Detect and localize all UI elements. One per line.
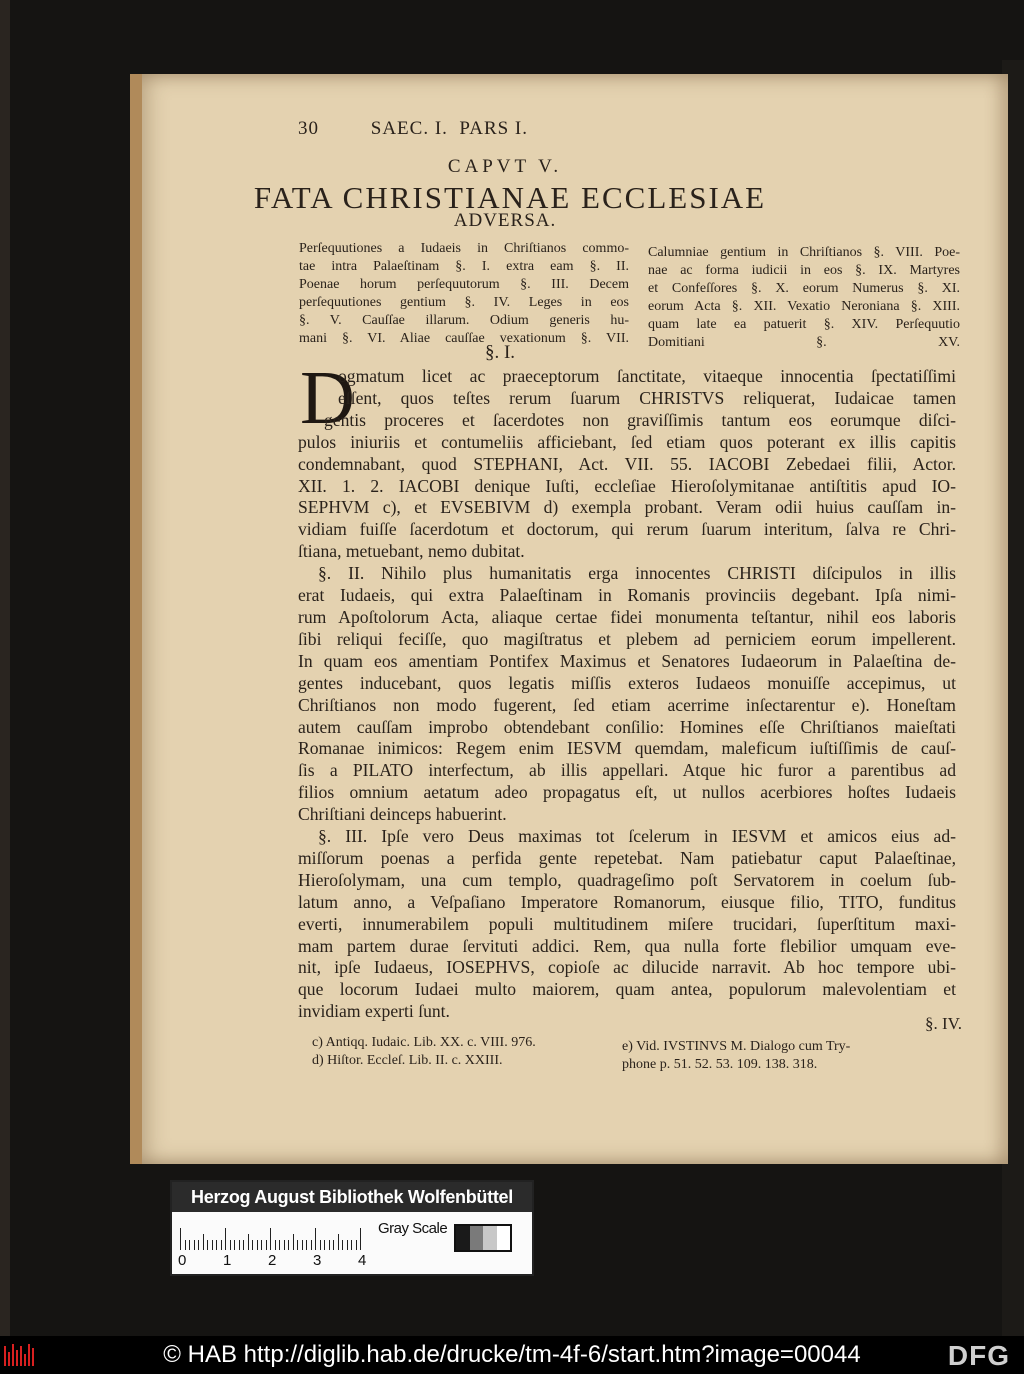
ruler-tick xyxy=(185,1240,186,1250)
ruler-tick xyxy=(306,1240,307,1250)
ruler-tick xyxy=(284,1240,285,1250)
text-line: Romanae inimicos: Regem enim IESVM quemdam, maleficum iuſtiſſimis de cauſ- xyxy=(298,738,956,759)
ruler-number: 3 xyxy=(313,1252,322,1269)
summary-line: perſequutiones gentium §. IV. Leges in eos xyxy=(299,295,629,310)
ruler-tick xyxy=(248,1234,249,1250)
footnote: c) Antiqq. Iudaic. Lib. XX. c. VIII. 976. xyxy=(312,1035,536,1050)
ruler xyxy=(180,1220,370,1250)
ruler-tick xyxy=(212,1240,213,1250)
text-line: ſibi reliqui feciſſe, quo magiſtratus et plebem ad perniciem eorum impellerent. xyxy=(298,628,956,649)
ruler-tick xyxy=(329,1240,330,1250)
ruler-tick xyxy=(180,1228,181,1250)
ruler-tick xyxy=(351,1240,352,1250)
ruler-tick xyxy=(333,1240,334,1250)
text-line: everti, innumerabilem populi multitudinem miſere trucidari, ſuperſtitum maxi- xyxy=(298,913,956,934)
ruler-tick xyxy=(288,1240,289,1250)
ruler-tick xyxy=(234,1240,235,1250)
summary-line: et Confeſſores §. X. eorum Numerus §. XI. xyxy=(648,281,960,296)
ruler-tick xyxy=(189,1240,190,1250)
ruler-tick xyxy=(252,1240,253,1250)
ruler-tick xyxy=(221,1240,222,1250)
chapter-label: CAPVT V. xyxy=(447,156,563,177)
footnote: e) Vid. IVSTINVS M. Dialogo cum Try- xyxy=(622,1039,851,1054)
ruler-tick xyxy=(293,1234,294,1250)
section-heading: §. I. xyxy=(484,342,516,363)
ruler-tick xyxy=(356,1240,357,1250)
summary-line: §. V. Cauſſae illarum. Odium generis hu- xyxy=(299,313,629,328)
ruler-tick xyxy=(225,1228,226,1250)
ruler-tick xyxy=(360,1228,361,1250)
summary-line: eorum Acta §. XII. Vexatio Neroniana §. XIII. xyxy=(648,299,960,314)
chapter-title: FATA CHRISTIANAE ECCLESIAE xyxy=(253,180,767,215)
summary-left xyxy=(299,240,629,348)
footer-bar xyxy=(0,1336,1024,1374)
ruler-tick xyxy=(194,1240,195,1250)
text-line: invidiam experti ſunt. xyxy=(298,1001,450,1022)
ruler-tick xyxy=(207,1240,208,1250)
text-line: rum Apoſtolorum Acta, aliaque certae fidei monumenta teſtantur, nihil eos laboris xyxy=(298,606,956,627)
text-line: vidiam fuiſſe ſacerdotum et doctorum, qui rerum ſuarum interitum, ſalva re Chri- xyxy=(298,519,956,540)
ruler-tick xyxy=(239,1240,240,1250)
gray-swatch xyxy=(470,1226,484,1250)
footnote: d) Hiſtor. Eccleſ. Lib. II. c. XXIII. xyxy=(312,1053,503,1068)
ruler-tick xyxy=(266,1240,267,1250)
ruler-tick xyxy=(198,1240,199,1250)
dfg-logo: DFG xyxy=(947,1340,1010,1371)
summary-line: Perſequutiones a Iudaeis in Chriſtianos commo- xyxy=(299,241,629,256)
footnotes-right xyxy=(622,1038,850,1074)
text-line: §. II. Nihilo plus humanitatis erga innocentes CHRISTI diſcipulos in illis xyxy=(318,563,956,584)
text-line: filios omnium aetatum adeo propagatus eſt, ut nullos acerbiores hoſtes Iudaeis xyxy=(298,782,956,803)
text-line: pulos iniuriis et contumeliis afficiebant, ſed etiam quos poterant ex illis capitis xyxy=(298,431,956,452)
ruler-tick xyxy=(230,1240,231,1250)
text-line: que locorum Iudaei multo maiorem, quam antea, populorum malevolentiam et xyxy=(298,979,956,1000)
ruler-tick xyxy=(338,1234,339,1250)
summary-line: Calumniae gentium in Chriſtianos §. VIII. Poe- xyxy=(648,245,960,260)
ruler-tick xyxy=(270,1228,271,1250)
ruler-number: 4 xyxy=(358,1252,367,1269)
text-line: erat Iudaeis, qui extra Palaeſtinam in Romanis provinciis degebant. Ipſa nimi- xyxy=(298,585,956,606)
text-line: XII. 1. 2. IACOBI denique Iuſti, eccleſiae Hieroſolymitanae antiſtitis apud IO- xyxy=(298,475,956,496)
ruler-tick xyxy=(324,1240,325,1250)
summary-line: nae ac forma iudicii in eos §. IX. Martyres xyxy=(648,263,960,278)
catchword: §. IV. xyxy=(925,1014,962,1033)
ruler-tick xyxy=(302,1240,303,1250)
copyright-link[interactable]: © HAB http://diglib.hab.de/drucke/tm-4f-6/start.htm?image=00044 xyxy=(163,1341,861,1368)
footnotes-left xyxy=(312,1034,536,1070)
text-line: gentes inducebant, quos legatis miſſis exteros Iudaeos monuiſſe accepimus, ut xyxy=(298,672,956,693)
gray-scale-label: Gray Scale xyxy=(378,1220,448,1237)
text-line: eſſent, quos teſtes rerum ſuarum CHRISTVS reliquerat, Iudaicae tamen xyxy=(338,387,956,408)
text-line: §. III. Ipſe vero Deus maximas tot ſcelerum in IESVM et amicos eius ad- xyxy=(318,826,956,847)
gray-scale-swatches xyxy=(454,1224,512,1252)
text-line: nit, ipſe Iudaeus, IOSEPHVS, copioſe ac dilucide narravit. Ab hoc tempore ubi- xyxy=(298,957,956,978)
page-edge xyxy=(130,74,142,1164)
library-name: Herzog August Bibliothek Wolfenbüttel xyxy=(172,1182,532,1212)
text-line: In quam eos amentiam Pontifex Maximus et Senatores Iudaeorum in Palaeſtina de- xyxy=(298,650,956,671)
ruler-tick xyxy=(216,1240,217,1250)
text-line: SEPHVM c), et EVSEBIVM d) exempla probant. Veram odii huius cauſſam in- xyxy=(298,497,956,518)
ruler-number: 2 xyxy=(268,1252,277,1269)
text-line: mam partem durae ſervituti addici. Rem, qua nulla forte flebilior umquam eve- xyxy=(298,935,956,956)
summary-line: mani §. VI. Aliae cauſſae vexationum §. VII. xyxy=(299,331,629,346)
ruler-tick xyxy=(315,1228,316,1250)
text-line: ſtiana, metuebant, nemo dubitat. xyxy=(298,541,525,562)
ruler-tick xyxy=(320,1240,321,1250)
gray-swatch xyxy=(456,1226,470,1250)
summary-line: quam late ea patuerit §. XIV. Perſequutio xyxy=(648,317,960,332)
running-head: 30 SAEC. I. PARS I. xyxy=(298,118,529,139)
text-line: condemnabant, quod STEPHANI, Act. VII. 55. IACOBI Zebedaei filii, Actor. xyxy=(298,453,956,474)
text-line: miſſorum poenas a perfida gente repetebat. Nam patiebatur caput Palaeſtinae, xyxy=(298,847,956,868)
summary-line: Poenae horum perſequutorum §. III. Decem xyxy=(299,277,629,292)
drop-cap: D xyxy=(300,356,355,440)
text-line: ogmatum licet ac praeceptorum ſanctitate, vitaeque innocentia ſpectatiſſimi xyxy=(338,366,956,386)
calibration-card xyxy=(170,1180,534,1276)
text-line: Chriſtiani deinceps habuerint. xyxy=(298,804,507,825)
text-line: latum anno, a Veſpaſiano Imperatore Romanorum, eiusque filio, TITO, funditus xyxy=(298,891,956,912)
gray-swatch xyxy=(497,1226,511,1250)
ruler-tick xyxy=(311,1240,312,1250)
ruler-number: 0 xyxy=(178,1252,187,1269)
ruler-tick xyxy=(347,1240,348,1250)
ruler-tick xyxy=(261,1240,262,1250)
ruler-tick xyxy=(279,1240,280,1250)
ruler-number: 1 xyxy=(223,1252,232,1269)
ruler-tick xyxy=(203,1234,204,1250)
text-line: Chriſtianos non modo fugerent, ſed etiam acerrime inſectarentur e). Honeſtam xyxy=(298,694,956,715)
ruler-tick xyxy=(297,1240,298,1250)
text-line: gentis proceres et ſacerdotes non graviſſimis tantum eos eorumque diſci- xyxy=(324,409,956,430)
summary-right xyxy=(648,244,960,352)
summary-line: tae intra Palaeſtinam §. I. extra eam §. II. xyxy=(299,259,629,274)
ruler-tick xyxy=(342,1240,343,1250)
ruler-tick xyxy=(243,1240,244,1250)
text-line: Hieroſolymam, una cum templo, quadrageſimo poſt Servatorem in coelum ſub- xyxy=(298,869,956,890)
summary-line: Domitiani §. XV. xyxy=(648,335,960,350)
chapter-subtitle: ADVERSA. xyxy=(453,210,557,231)
text-line: ſis a PILATO interfectum, ab illis appellari. Atque hic furor a parentibus ad xyxy=(298,760,956,781)
footnote: phone p. 51. 52. 53. 109. 138. 318. xyxy=(622,1057,818,1072)
text-line: autem cauſſam improbo obtendebant conſilio: Homines eſſe Chriſtianos maieſtati xyxy=(298,716,956,737)
gray-swatch xyxy=(483,1226,497,1250)
ruler-tick xyxy=(257,1240,258,1250)
ruler-tick xyxy=(275,1240,276,1250)
body-text xyxy=(298,366,956,1023)
